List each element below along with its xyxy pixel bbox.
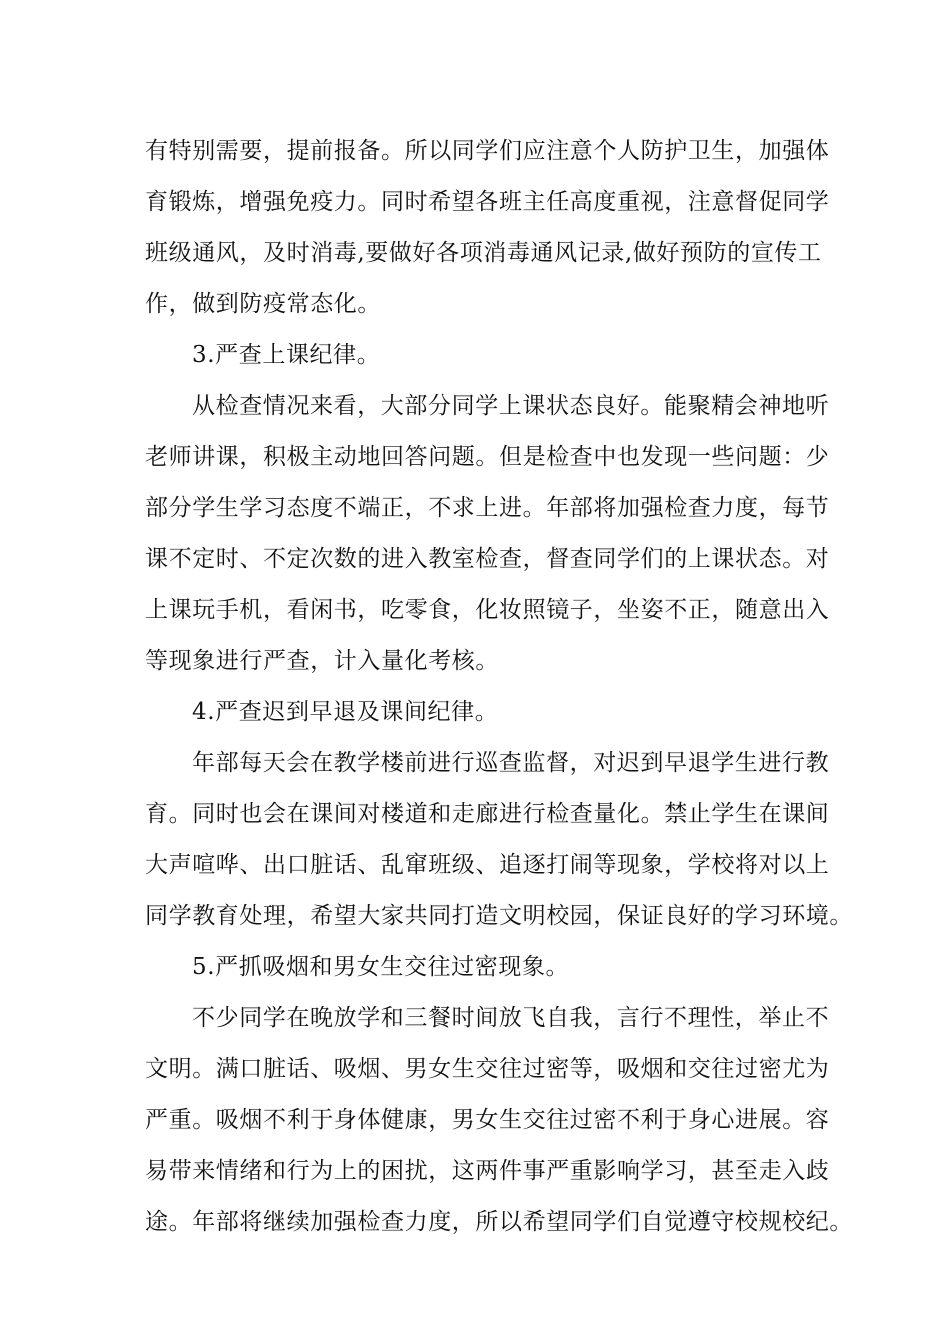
body-line: 上课玩手机，看闲书，吃零食，化妆照镜子，坐姿不正，随意出入 <box>145 597 830 623</box>
body-line: 大声喧哗、出口脏话、乱窜班级、追逐打闹等现象，学校将对以上 <box>145 852 830 878</box>
body-line: 作，做到防疫常态化。 <box>145 291 381 317</box>
paragraph-first-line: 不少同学在晚放学和三餐时间放飞自我，言行不理性，举止不 <box>192 1005 830 1031</box>
section-heading-3: 3.严查上课纪律。 <box>192 342 381 368</box>
body-line: 途。年部将继续加强检查力度，所以希望同学们自觉遵守校规校纪。 <box>145 1209 853 1235</box>
body-line: 同学教育处理，希望大家共同打造文明校园，保证良好的学习环境。 <box>145 903 853 929</box>
body-line: 等现象进行严查，计入量化考核。 <box>145 648 499 674</box>
body-line: 育锻炼，增强免疫力。同时希望各班主任高度重视，注意督促同学 <box>145 189 830 215</box>
section-heading-5: 5.严抓吸烟和男女生交往过密现象。 <box>192 954 570 980</box>
body-line: 易带来情绪和行为上的困扰，这两件事严重影响学习，甚至走入歧 <box>145 1158 830 1184</box>
body-line: 老师讲课，积极主动地回答问题。但是检查中也发现一些问题：少 <box>145 444 830 470</box>
body-line: 育。同时也会在课间对楼道和走廊进行检查量化。禁止学生在课间 <box>145 801 830 827</box>
paragraph-first-line: 年部每天会在教学楼前进行巡查监督，对迟到早退学生进行教 <box>192 750 830 776</box>
body-line: 班级通风，及时消毒,要做好各项消毒通风记录,做好预防的宣传工 <box>145 240 822 266</box>
body-line: 文明。满口脏话、吸烟、男女生交往过密等，吸烟和交往过密尤为 <box>145 1056 830 1082</box>
section-heading-4: 4.严查迟到早退及课间纪律。 <box>192 699 499 725</box>
document-body <box>145 126 853 1248</box>
body-line: 严重。吸烟不利于身体健康，男女生交往过密不利于身心进展。容 <box>145 1107 830 1133</box>
paragraph-first-line: 从检查情况来看，大部分同学上课状态良好。能聚精会神地听 <box>192 393 830 419</box>
body-line: 课不定时、不定次数的进入教室检查，督查同学们的上课状态。对 <box>145 546 830 572</box>
body-line: 部分学生学习态度不端正，不求上进。年部将加强检查力度，每节 <box>145 495 830 521</box>
body-line: 有特别需要，提前报备。所以同学们应注意个人防护卫生，加强体 <box>145 138 830 164</box>
